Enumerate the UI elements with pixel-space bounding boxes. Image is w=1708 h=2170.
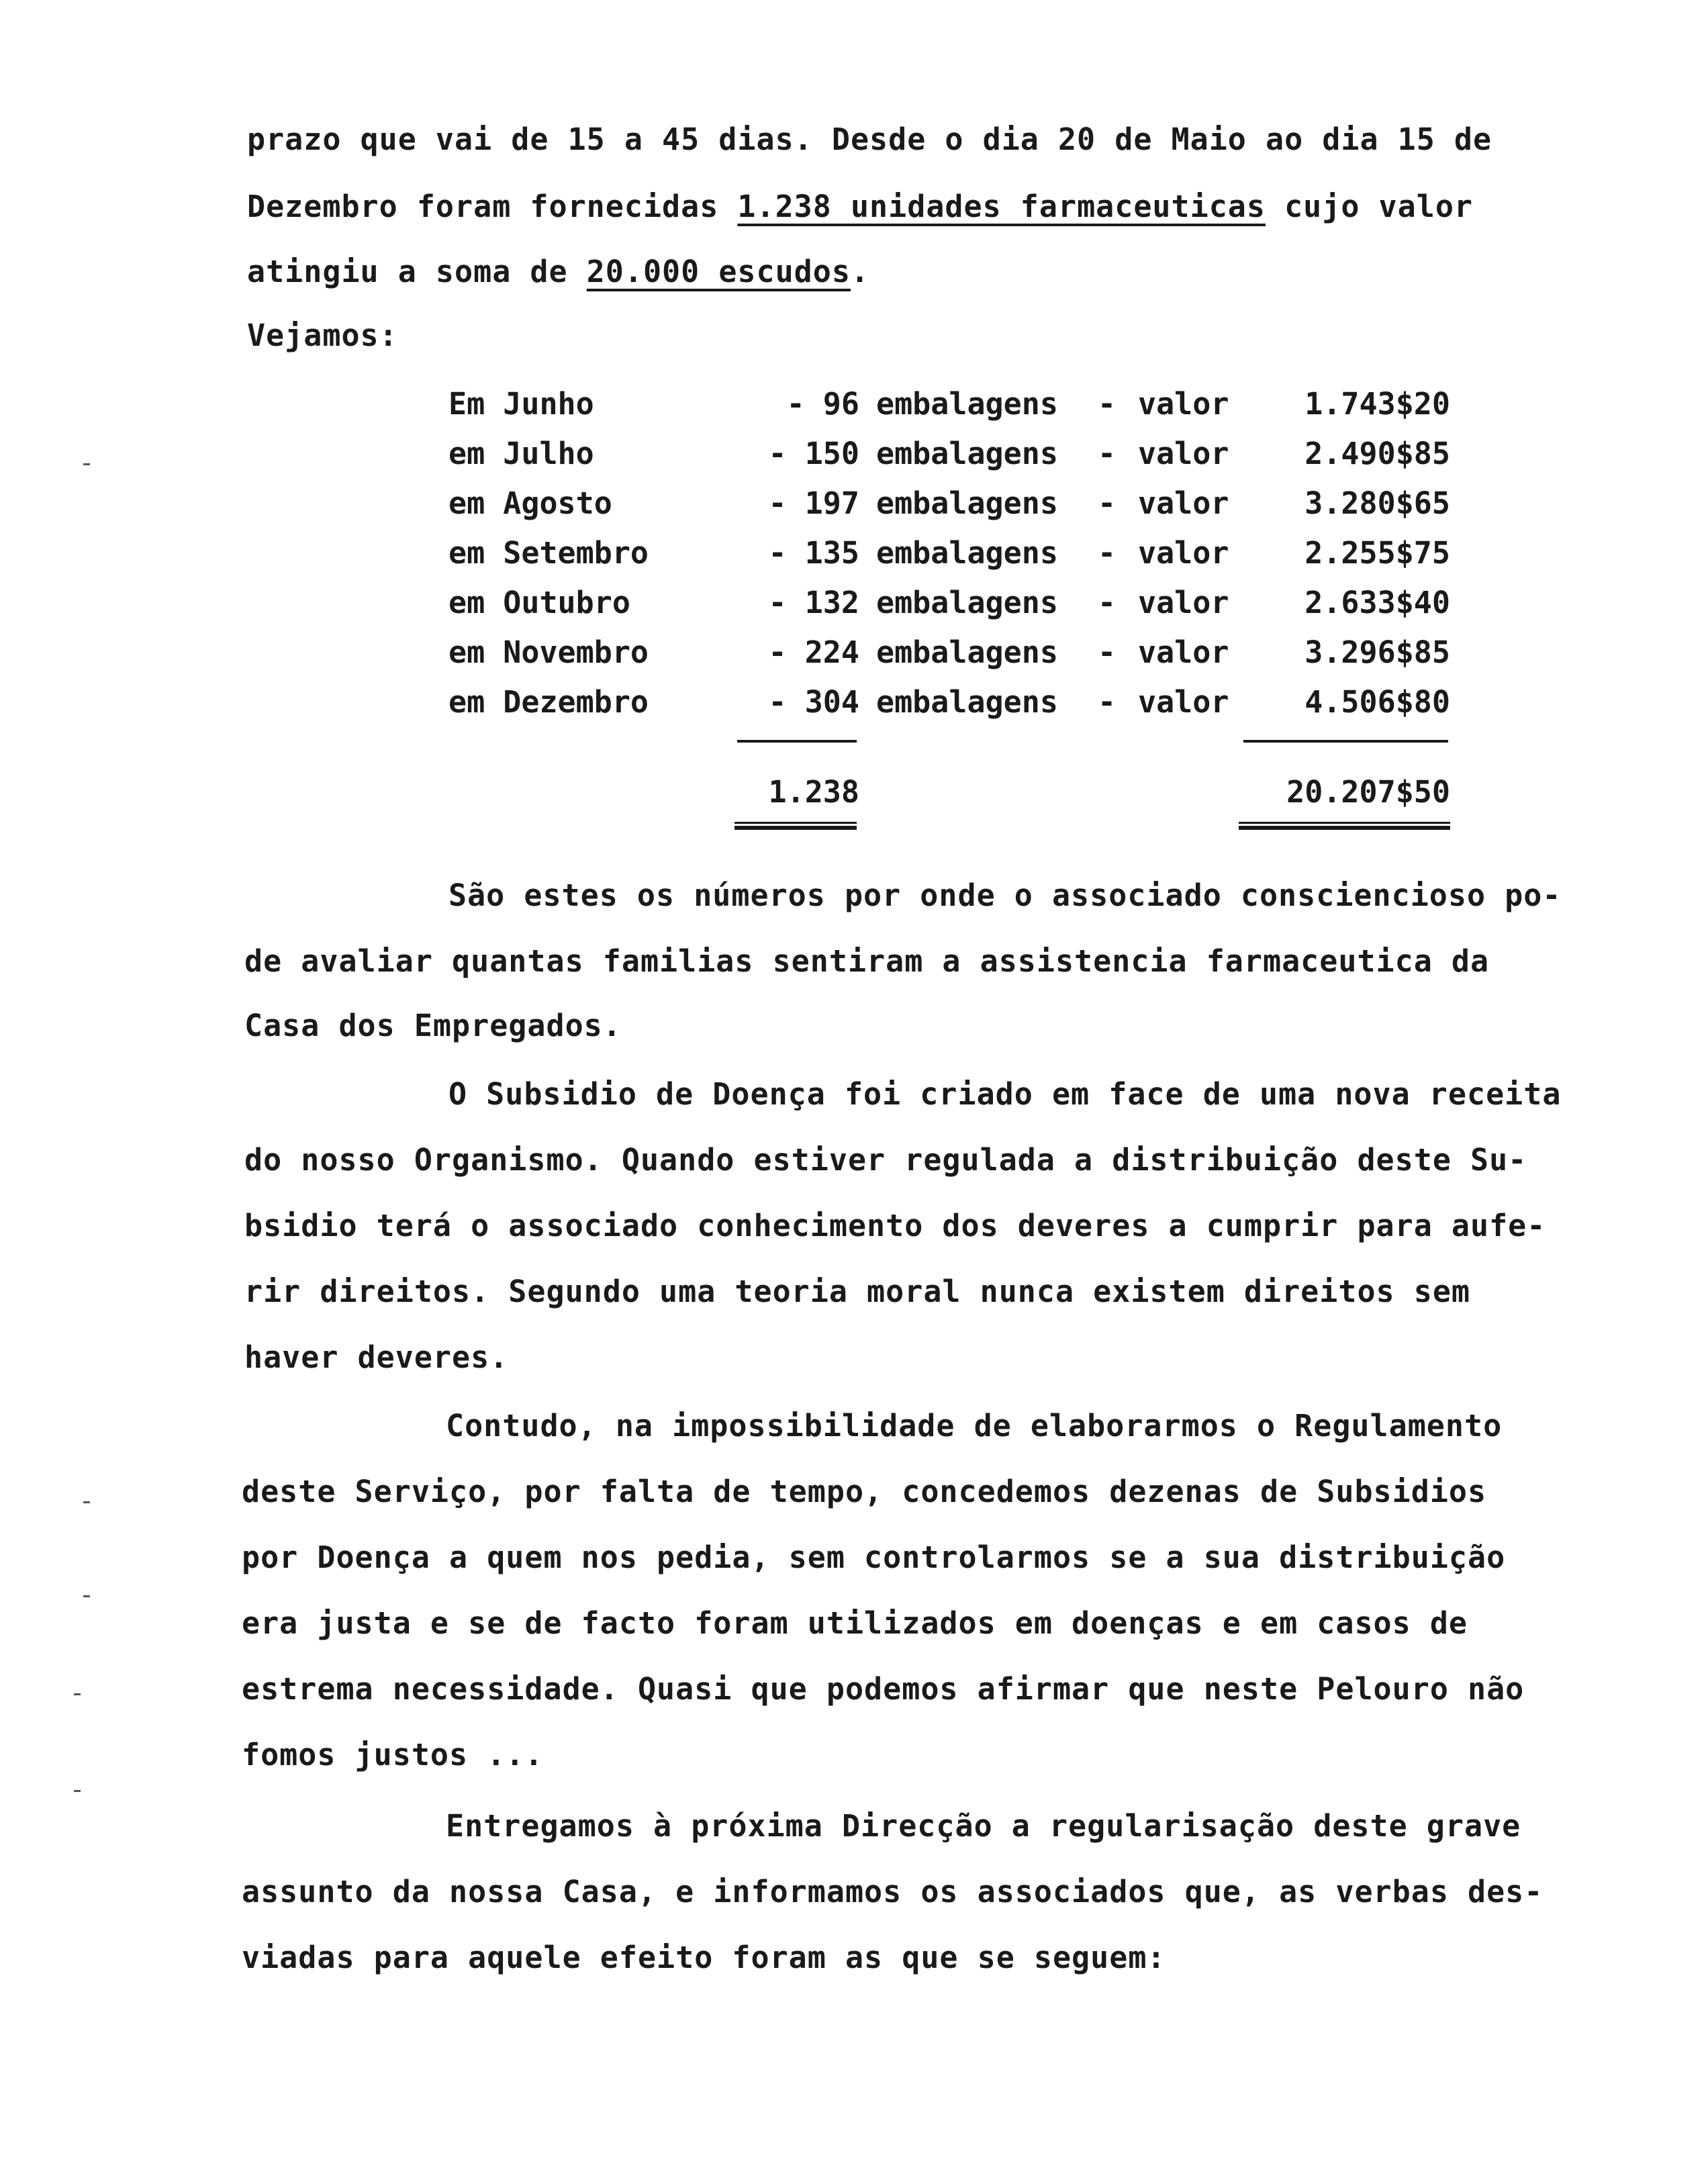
paragraph-2-line-2: de avaliar quantas familias sentiram a assistencia farmaceutica da <box>244 943 1490 979</box>
quantity-sum-rule <box>737 740 857 743</box>
paragraph-5-line-3: viadas para aquele efeito foram as que se seguem: <box>242 1940 1166 1975</box>
dash-cell: - <box>1098 535 1117 571</box>
text-segment: cujo valor <box>1266 189 1474 224</box>
margin-speck <box>83 1595 90 1597</box>
text-segment: . <box>850 254 870 289</box>
paragraph-5-line-2: assunto da nossa Casa, e informamos os associados que, as verbas des- <box>242 1874 1544 1909</box>
margin-speck <box>83 1501 90 1503</box>
paragraph-4-line-6: fomos justos ... <box>242 1737 544 1773</box>
paragraph-4-line-2: deste Serviço, por falta de tempo, concedemos dezenas de Subsidios <box>242 1474 1487 1509</box>
amount-cell: 4.506$80 <box>1304 684 1450 720</box>
amount-total-double-rule <box>1239 826 1450 830</box>
quantity-cell: - 132 <box>768 585 859 620</box>
valor-cell: valor <box>1138 436 1229 471</box>
amount-sum-rule <box>1243 740 1448 743</box>
paragraph-2-line-3: Casa dos Empregados. <box>244 1008 622 1043</box>
dash-cell: - <box>1098 386 1117 422</box>
paragraph-3-line-5: haver deveres. <box>244 1339 509 1375</box>
paragraph-1-line-3 <box>247 252 869 292</box>
month-cell: em Outubro <box>448 585 630 620</box>
valor-cell: valor <box>1138 585 1229 620</box>
month-cell: Em Junho <box>448 386 594 422</box>
packages-cell: embalagens <box>876 436 1058 471</box>
amount-total-double-rule <box>1239 822 1450 824</box>
amount-cell: 1.743$20 <box>1304 386 1450 422</box>
dash-cell: - <box>1098 485 1117 521</box>
month-cell: em Agosto <box>448 485 612 521</box>
margin-speck <box>74 1790 81 1792</box>
paragraph-4-line-3: por Doença a quem nos pedia, sem controlarmos se a sua distribuição <box>242 1540 1506 1575</box>
dash-cell: - <box>1098 684 1117 720</box>
quantity-cell: - 224 <box>768 634 859 670</box>
paragraph-3-line-1: O Subsidio de Doença foi criado em face de uma nova receita <box>448 1076 1562 1112</box>
text-segment: atingiu a soma de <box>247 254 587 289</box>
quantity-cell: - 135 <box>768 535 859 571</box>
packages-cell: embalagens <box>876 684 1058 720</box>
dash-cell: - <box>1098 634 1117 670</box>
dash-cell: - <box>1098 436 1117 471</box>
amount-cell: 2.255$75 <box>1304 535 1450 571</box>
paragraph-1-line-2 <box>247 187 1473 227</box>
paragraph-5-line-1: Entregamos à próxima Direcção a regularisação deste grave <box>446 1808 1521 1844</box>
paragraph-3-line-4: rir direitos. Segundo uma teoria moral nunca existem direitos sem <box>244 1274 1470 1309</box>
month-cell: em Novembro <box>448 634 649 670</box>
vejamos-label: Vejamos: <box>247 318 398 353</box>
packages-cell: embalagens <box>876 585 1058 620</box>
packages-cell: embalagens <box>876 535 1058 571</box>
quantity-total-double-rule <box>734 822 857 824</box>
valor-cell: valor <box>1138 684 1229 720</box>
paragraph-1-line-1: prazo que vai de 15 a 45 dias. Desde o dia 20 de Maio ao dia 15 de <box>247 122 1492 157</box>
total-amount: 20.207$50 <box>1286 774 1450 810</box>
amount-cell: 2.490$85 <box>1304 436 1450 471</box>
margin-speck <box>74 1693 81 1695</box>
paragraph-4-line-5: estrema necessidade. Quasi que podemos afirmar que neste Pelouro não <box>242 1671 1525 1707</box>
valor-cell: valor <box>1138 386 1229 422</box>
valor-cell: valor <box>1138 485 1229 521</box>
amount-cell: 3.280$65 <box>1304 485 1450 521</box>
total-quantity: 1.238 <box>768 774 859 810</box>
dash-cell: - <box>1098 585 1117 620</box>
paragraph-4-line-1: Contudo, na impossibilidade de elaborarmos o Regulamento <box>446 1408 1503 1444</box>
month-cell: em Setembro <box>448 535 649 571</box>
quantity-cell: - 96 <box>786 386 859 422</box>
paragraph-2-line-1: São estes os números por onde o associado consciencioso po- <box>448 878 1562 913</box>
valor-cell: valor <box>1138 535 1229 571</box>
underlined-text: 20.000 escudos <box>586 254 851 289</box>
valor-cell: valor <box>1138 634 1229 670</box>
paragraph-3-line-2: do nosso Organismo. Quando estiver regulada a distribuição deste Su- <box>244 1142 1527 1178</box>
quantity-total-double-rule <box>734 826 857 830</box>
amount-cell: 2.633$40 <box>1304 585 1450 620</box>
packages-cell: embalagens <box>876 485 1058 521</box>
month-cell: em Julho <box>448 436 594 471</box>
paragraph-3-line-3: bsidio terá o associado conhecimento dos deveres a cumprir para aufe- <box>244 1208 1546 1243</box>
quantity-cell: - 197 <box>768 485 859 521</box>
paragraph-4-line-4: era justa e se de facto foram utilizados em doenças e em casos de <box>242 1605 1468 1641</box>
quantity-cell: - 304 <box>768 684 859 720</box>
margin-speck <box>83 463 90 465</box>
packages-cell: embalagens <box>876 634 1058 670</box>
quantity-cell: - 150 <box>768 436 859 471</box>
month-cell: em Dezembro <box>448 684 649 720</box>
amount-cell: 3.296$85 <box>1304 634 1450 670</box>
underlined-text: 1.238 unidades farmaceuticas <box>737 189 1266 224</box>
packages-cell: embalagens <box>876 386 1058 422</box>
text-segment: Dezembro foram fornecidas <box>247 189 738 224</box>
